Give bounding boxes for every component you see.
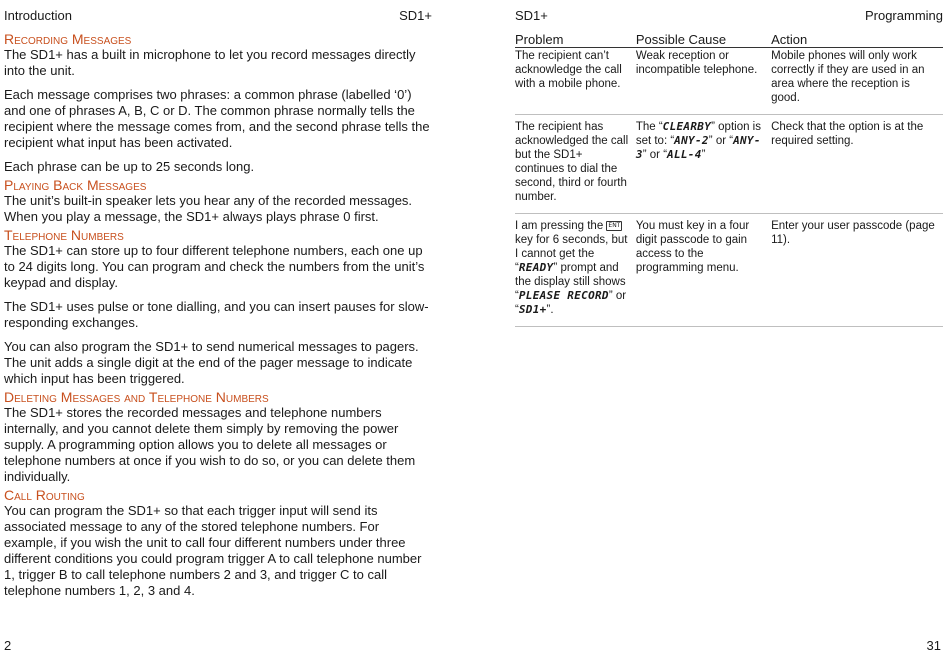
- left-running-head-chapter: Introduction: [4, 8, 72, 23]
- cell-problem: The recipient can’t acknowledge the call with a mobile phone.: [515, 48, 636, 115]
- text-run: ” or “: [515, 290, 627, 316]
- troubleshooting-table: [515, 31, 943, 327]
- text-run: ”.: [546, 304, 554, 316]
- cell-problem: [515, 214, 636, 327]
- right-page: [515, 0, 943, 660]
- section-playing-back-messages: [4, 177, 432, 225]
- lcd-text-any-3: ANY-3: [635, 134, 761, 161]
- cell-action: Check that the option is at the required setting.: [771, 115, 943, 214]
- left-running-head-product: SD1+: [399, 8, 432, 23]
- section-heading: Call Routing: [4, 487, 85, 503]
- paragraph: You can also program the SD1+ to send numerical messages to pagers. The unit adds a single digit at the end of the pager message to indicate which input has been triggered.: [4, 339, 419, 386]
- left-body: [4, 31, 432, 601]
- lcd-text-clearby: CLEARBY: [662, 120, 712, 133]
- lcd-text-please-record: PLEASE RECORD: [518, 289, 609, 302]
- text-run: The “: [635, 121, 663, 133]
- cell-action: Mobile phones will only work correctly if they are used in an area where the reception is good.: [771, 48, 943, 115]
- paragraph: Each phrase can be up to 25 seconds long.: [4, 159, 255, 174]
- right-page-number: 31: [926, 638, 941, 653]
- cell-cause: Weak reception or incompatible telephone.: [636, 48, 771, 115]
- section-recording-messages: [4, 31, 432, 175]
- right-running-head-chapter: Programming: [864, 8, 943, 23]
- paragraph: Each message comprises two phrases: a common phrase (labelled ‘0’) and one of phrases A, B, C or D. The common phrase normally tells the recipient where the message comes from, and the second phrase tells the recipient what input has been activated.: [4, 87, 430, 150]
- section-heading: Playing Back Messages: [4, 177, 147, 193]
- table-row: [515, 48, 943, 115]
- paragraph: The unit’s built-in speaker lets you hear any of the recorded messages. When you play a message, the SD1+ always plays phrase 0 first.: [4, 193, 413, 224]
- cell-cause: You must key in a four digit passcode to gain access to the programming menu.: [636, 214, 771, 327]
- paragraph: The SD1+ stores the recorded messages and telephone numbers internally, and you cannot delete them simply by removing the power supply. A programming option allows you to delete all messages or telephone numbers at once if you wish to do so, or you can delete them individually.: [4, 405, 416, 484]
- left-page: [4, 0, 432, 660]
- ent-key-icon: ENT: [608, 222, 621, 229]
- section-telephone-numbers: [4, 227, 432, 387]
- table-header-row: [515, 31, 943, 48]
- text-run: ” prompt and the display still shows “: [515, 262, 626, 302]
- right-running-head-product: SD1+: [515, 8, 548, 23]
- section-heading: Telephone Numbers: [4, 227, 124, 243]
- paragraph: You can program the SD1+ so that each trigger input will send its associated message to any of the stored telephone numbers. For example, if you wish the unit to call four different numbers under three different conditions you could program trigger A to call telephone number 1, trigger B to call telephone numbers 2 and 3, and trigger C to call telephone numbers 1, 2, 3 and 4.: [4, 503, 422, 598]
- column-header-problem: Problem: [515, 31, 636, 48]
- text-run: I am pressing the: [515, 220, 607, 232]
- text-run: ” option is set to: “: [635, 121, 761, 147]
- cell-problem: The recipient has acknowledged the call but the SD1+ continues to dial the second, third or fourth number.: [515, 115, 636, 214]
- lcd-text-sd1: SD1+: [518, 303, 547, 316]
- text-run: key for 6 seconds, but I cannot get the “: [515, 234, 628, 274]
- text-run: ” or “: [642, 149, 668, 161]
- table-row: [515, 214, 943, 327]
- cell-cause: [636, 115, 771, 214]
- column-header-cause: Possible Cause: [636, 31, 771, 48]
- right-running-head: [515, 8, 943, 24]
- lcd-text-any-2: ANY-2: [674, 134, 709, 147]
- paragraph: The SD1+ can store up to four different telephone numbers, each one up to 24 digits long. You can program and check the numbers from the unit’s keypad and display.: [4, 243, 425, 290]
- section-heading: Deleting Messages and Telephone Numbers: [4, 389, 269, 405]
- section-heading: Recording Messages: [4, 31, 132, 47]
- left-page-number: 2: [4, 638, 12, 653]
- table-row: [515, 115, 943, 214]
- section-deleting-messages: [4, 389, 432, 485]
- left-running-head: [4, 8, 432, 24]
- text-run: ”: [701, 149, 706, 161]
- cell-action: Enter your user passcode (page 11).: [771, 214, 943, 327]
- paragraph: The SD1+ has a built in microphone to let you record messages directly into the unit.: [4, 47, 416, 78]
- section-call-routing: [4, 487, 432, 599]
- column-header-action: Action: [771, 31, 943, 48]
- lcd-text-all-4: ALL-4: [667, 148, 702, 161]
- lcd-text-ready: READY: [518, 261, 554, 274]
- text-run: ” or “: [708, 135, 734, 147]
- paragraph: The SD1+ uses pulse or tone dialling, and you can insert pauses for slow-responding exchanges.: [4, 299, 429, 330]
